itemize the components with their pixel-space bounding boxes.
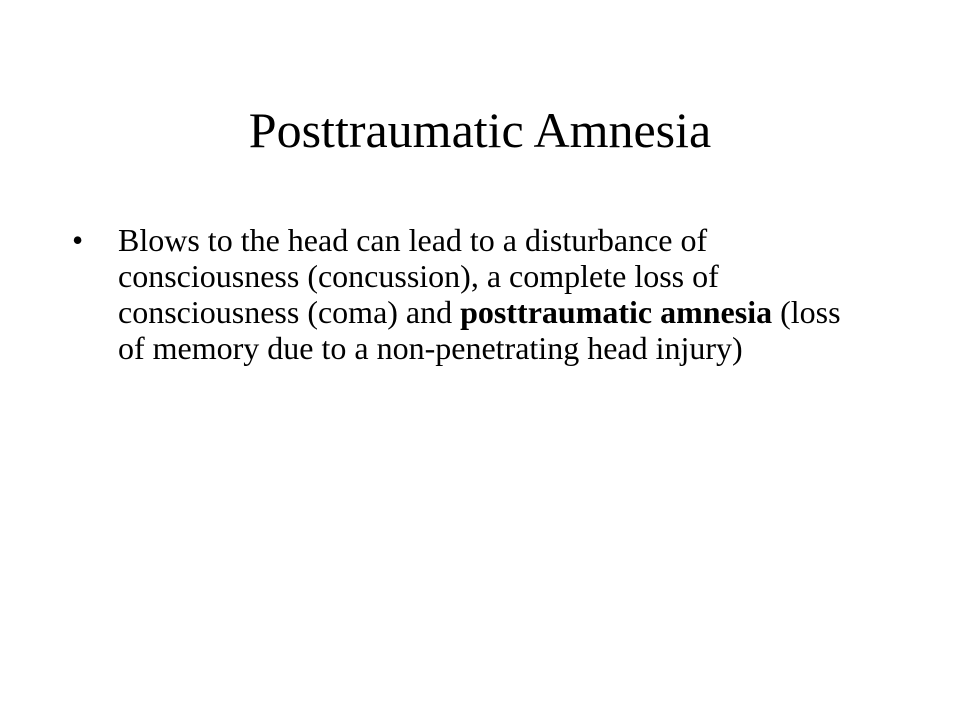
bullet-text-before: Blows to the head can lead to a disturbance of consciousness (concussion), a complete loss of consciousness (coma) and: [118, 222, 719, 330]
bullet-bold-term: posttraumatic amnesia: [460, 294, 773, 330]
bullet-item: [72, 222, 842, 366]
bullet-marker: •: [72, 222, 84, 258]
bullet-text-after: (loss of memory due to a non-penetrating head injury): [118, 294, 841, 366]
slide-title: Posttraumatic Amnesia: [248, 102, 712, 158]
bullet-list: [72, 222, 842, 366]
